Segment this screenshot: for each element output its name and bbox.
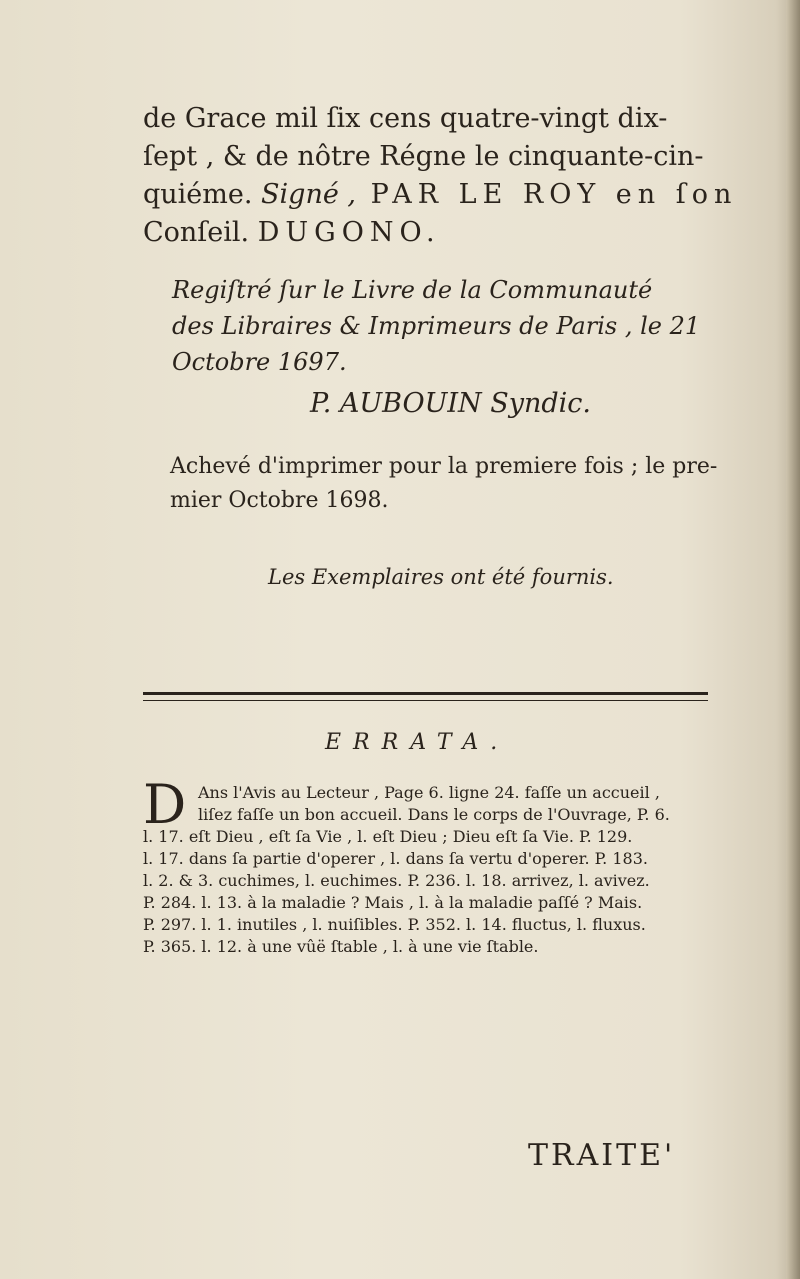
royal-privilege-closing xyxy=(143,100,738,252)
privilege-line: ſept , & de nôtre Régne le cinquante-cin- xyxy=(143,141,704,172)
registration-line: Regiſtré ſur le Livre de la Communauté xyxy=(172,276,653,304)
signatory: DUGONO. xyxy=(257,217,441,248)
printing-completion-note xyxy=(170,450,730,518)
catchword: TRAITE' xyxy=(528,1138,676,1173)
errata-list xyxy=(143,773,713,958)
privilege-line: Conſeil. DUGONO. xyxy=(143,217,441,248)
completion-line: Achevé d'imprimer pour la premiere fois ; le pre- xyxy=(170,454,718,479)
errata-line: Ans l'Avis au Lecteur , Page 6. ligne 24. faſſe un accueil , xyxy=(198,783,660,802)
errata-drop-cap: D xyxy=(143,773,187,836)
errata-line: l. 2. & 3. cuchimes, l. euchimes. P. 236. l. 18. arrivez, l. avivez. xyxy=(143,871,650,890)
completion-line: mier Octobre 1698. xyxy=(170,488,389,513)
syndic-signature: P. AUBOUIN Syndic. xyxy=(310,388,591,419)
errata-title: ERRATA. xyxy=(325,730,510,755)
privilege-line: de Grace mil ſix cens quatre-vingt dix- xyxy=(143,103,668,134)
section-divider xyxy=(143,692,708,701)
errata-line: P. 365. l. 12. à une vûë ſtable , l. à une vie ſtable. xyxy=(143,937,539,956)
errata-line: P. 297. l. 1. inutiles , l. nuiſibles. P. 352. l. 14. fluctus, l. fluxus. xyxy=(143,915,646,934)
privilege-line: quiéme. Signé , PAR LE ROY en ſon xyxy=(143,179,738,210)
copies-supplied-note: Les Exemplaires ont été fournis. xyxy=(268,565,614,589)
registration-line: des Libraires & Imprimeurs de Paris , le 21 xyxy=(172,312,701,340)
registration-line: Octobre 1697. xyxy=(172,348,347,376)
registration-note xyxy=(172,272,737,380)
errata-line: liſez faſſe un bon accueil. Dans le corps de l'Ouvrage, P. 6. xyxy=(198,805,670,824)
errata-line: l. 17. dans ſa partie d'operer , l. dans ſa vertu d'operer. P. 183. xyxy=(143,849,648,868)
errata-line: P. 284. l. 13. à la maladie ? Mais , l. à la maladie paſſé ? Mais. xyxy=(143,893,643,912)
errata-line: l. 17. eſt Dieu , eſt ſa Vie , l. eſt Dieu ; Dieu eſt ſa Vie. P. 129. xyxy=(143,827,633,846)
page-edge xyxy=(786,0,800,1279)
